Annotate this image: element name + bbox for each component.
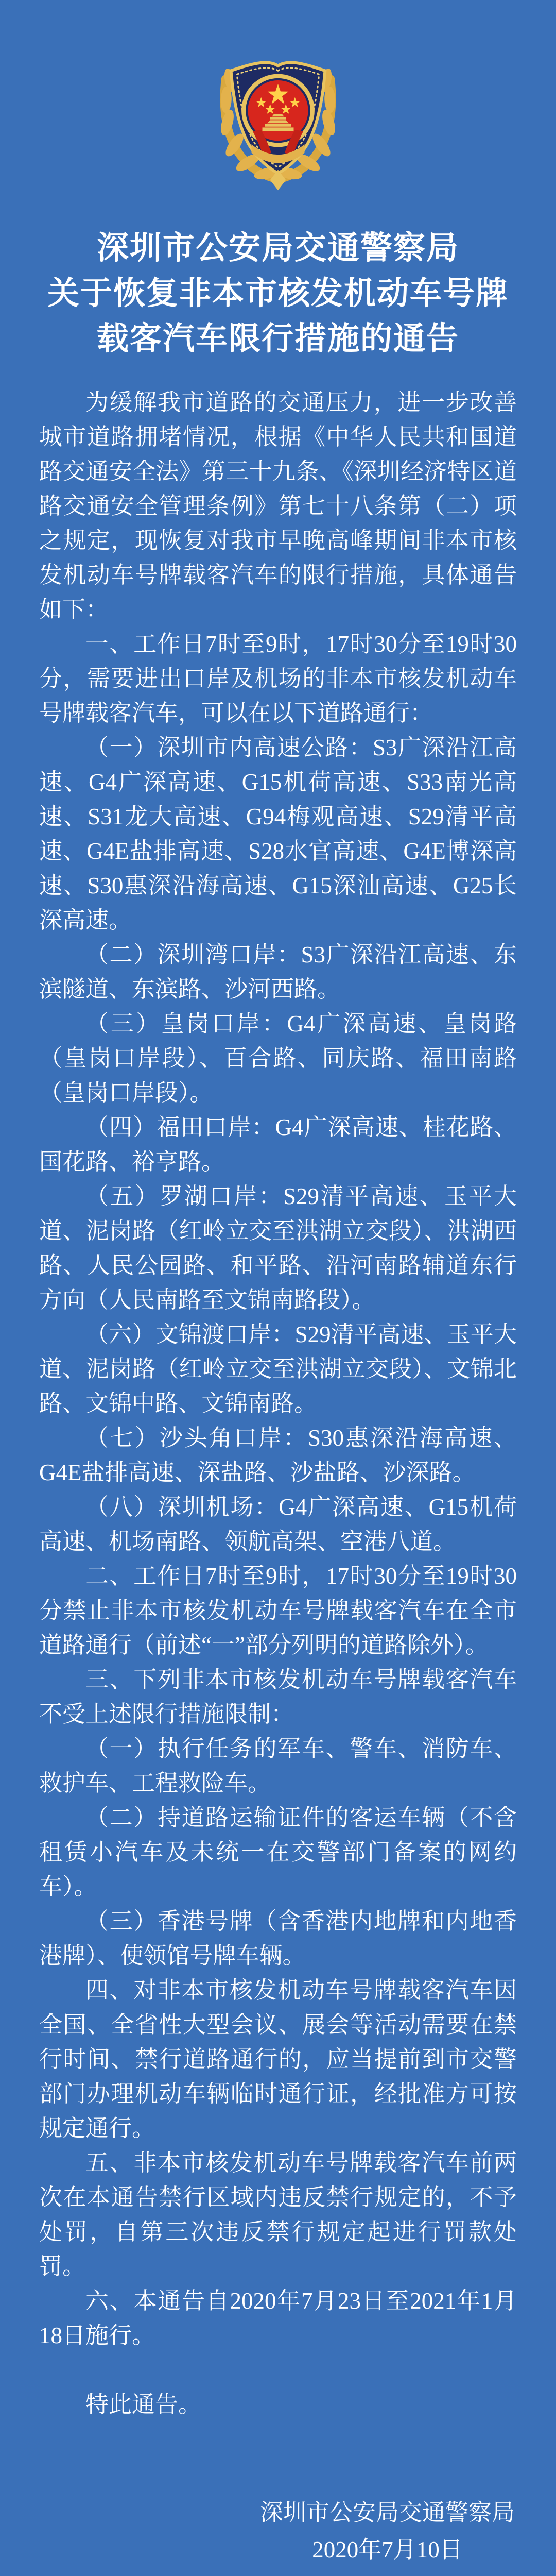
notice-paragraph: 二、工作日7时至9时，17时30分至19时30分禁止非本市核发机动车号牌载客汽车在全市道路通行（前述“一”部分列明的道路除外）。: [39, 1563, 517, 1658]
notice-paragraph: （二）深圳湾口岸：S3广深沿江高速、东滨隧道、东滨路、沙河西路。: [39, 942, 517, 1002]
notice-paragraph: 三、下列非本市核发机动车号牌载客汽车不受上述限行措施限制：: [39, 1667, 517, 1727]
notice-paragraph: （一）深圳市内高速公路：S3广深沿江高速、G4广深高速、G15机荷高速、S33南光高速、S31龙大高速、G94梅观高速、S29清平高速、G4E盐排高速、S28水官高速、G4E博深高速、S30惠深沿海高速、G15深汕高速、G25长深高速。: [39, 735, 517, 933]
notice-paragraph: 为缓解我市道路的交通压力，进一步改善城市道路拥堵情况，根据《中华人民共和国道路交通安全法》第三十九条、《深圳经济特区道路交通安全管理条例》第七十八条第（二）项之规定，现恢复对我市早晚高峰期间非本市核发机动车号牌载客汽车的限行措施，具体通告如下：: [39, 389, 517, 622]
issuer-name: 深圳市公安局交通警察局: [259, 2500, 515, 2526]
notice-paragraph: 四、对非本市核发机动车号牌载客汽车因全国、全省性大型会议、展会等活动需要在禁行时间、禁行道路通行的，应当提前到市交警部门办理机动车辆临时通行证，经批准方可按规定通行。: [39, 1977, 517, 2141]
notice-title: [0, 226, 556, 362]
notice-paragraph: （五）罗湖口岸：S29清平高速、玉平大道、泥岗路（红岭立交至洪湖立交段）、洪湖西路、人民公园路、和平路、沿河南路辅道东行方向（人民南路至文锦南路段）。: [39, 1183, 517, 1313]
closing-statement: 特此通告。: [85, 2392, 202, 2417]
title-line-1: 深圳市公安局交通警察局: [96, 231, 459, 266]
notice-paragraph: 五、非本市核发机动车号牌载客汽车前两次在本通告禁行区域内违反禁行规定的，不予处罚，自第三次违反禁行规定起进行罚款处罚。: [39, 2150, 517, 2279]
police-badge-icon: [208, 45, 348, 193]
notice-paragraph: （二）持道路运输证件的客运车辆（不含租赁小汽车及未统一在交警部门备案的网约车）。: [39, 1805, 517, 1900]
issue-date: 2020年7月10日: [312, 2537, 463, 2563]
notice-paragraph: 六、本通告自2020年7月23日至2021年1月18日施行。: [39, 2288, 517, 2348]
title-line-2: 关于恢复非本市核发机动车号牌: [47, 276, 509, 311]
notice-paragraph: （六）文锦渡口岸：S29清平高速、玉平大道、泥岗路（红岭立交至洪湖立交段）、文锦北路、文锦中路、文锦南路。: [39, 1321, 517, 1416]
notice-paragraph: （三）香港号牌（含香港内地牌和内地香港牌）、使领馆号牌车辆。: [39, 1908, 517, 1969]
notice-paragraph: 一、工作日7时至9时，17时30分至19时30分，需要进出口岸及机场的非本市核发机动车号牌载客汽车，可以在以下道路通行：: [39, 631, 517, 726]
notice-paragraph: （一）执行任务的军车、警车、消防车、救护车、工程救险车。: [39, 1736, 517, 1796]
notice-paragraph: （七）沙头角口岸：S30惠深沿海高速、G4E盐排高速、深盐路、沙盐路、沙深路。: [39, 1425, 517, 1485]
signature-block: [260, 2494, 515, 2576]
notice-paragraph: （三）皇岗口岸：G4广深高速、皇岗路（皇岗口岸段）、百合路、同庆路、福田南路（皇岗口岸段）。: [39, 1011, 517, 1106]
notice-body: [0, 385, 556, 2353]
notice-paragraph: （四）福田口岸：G4广深高速、桂花路、国花路、裕亨路。: [39, 1114, 517, 1175]
title-line-3: 载客汽车限行措施的通告: [96, 321, 459, 357]
notice-paragraph: （八）深圳机场：G4广深高速、G15机荷高速、机场南路、领航高架、空港八道。: [39, 1494, 517, 1554]
